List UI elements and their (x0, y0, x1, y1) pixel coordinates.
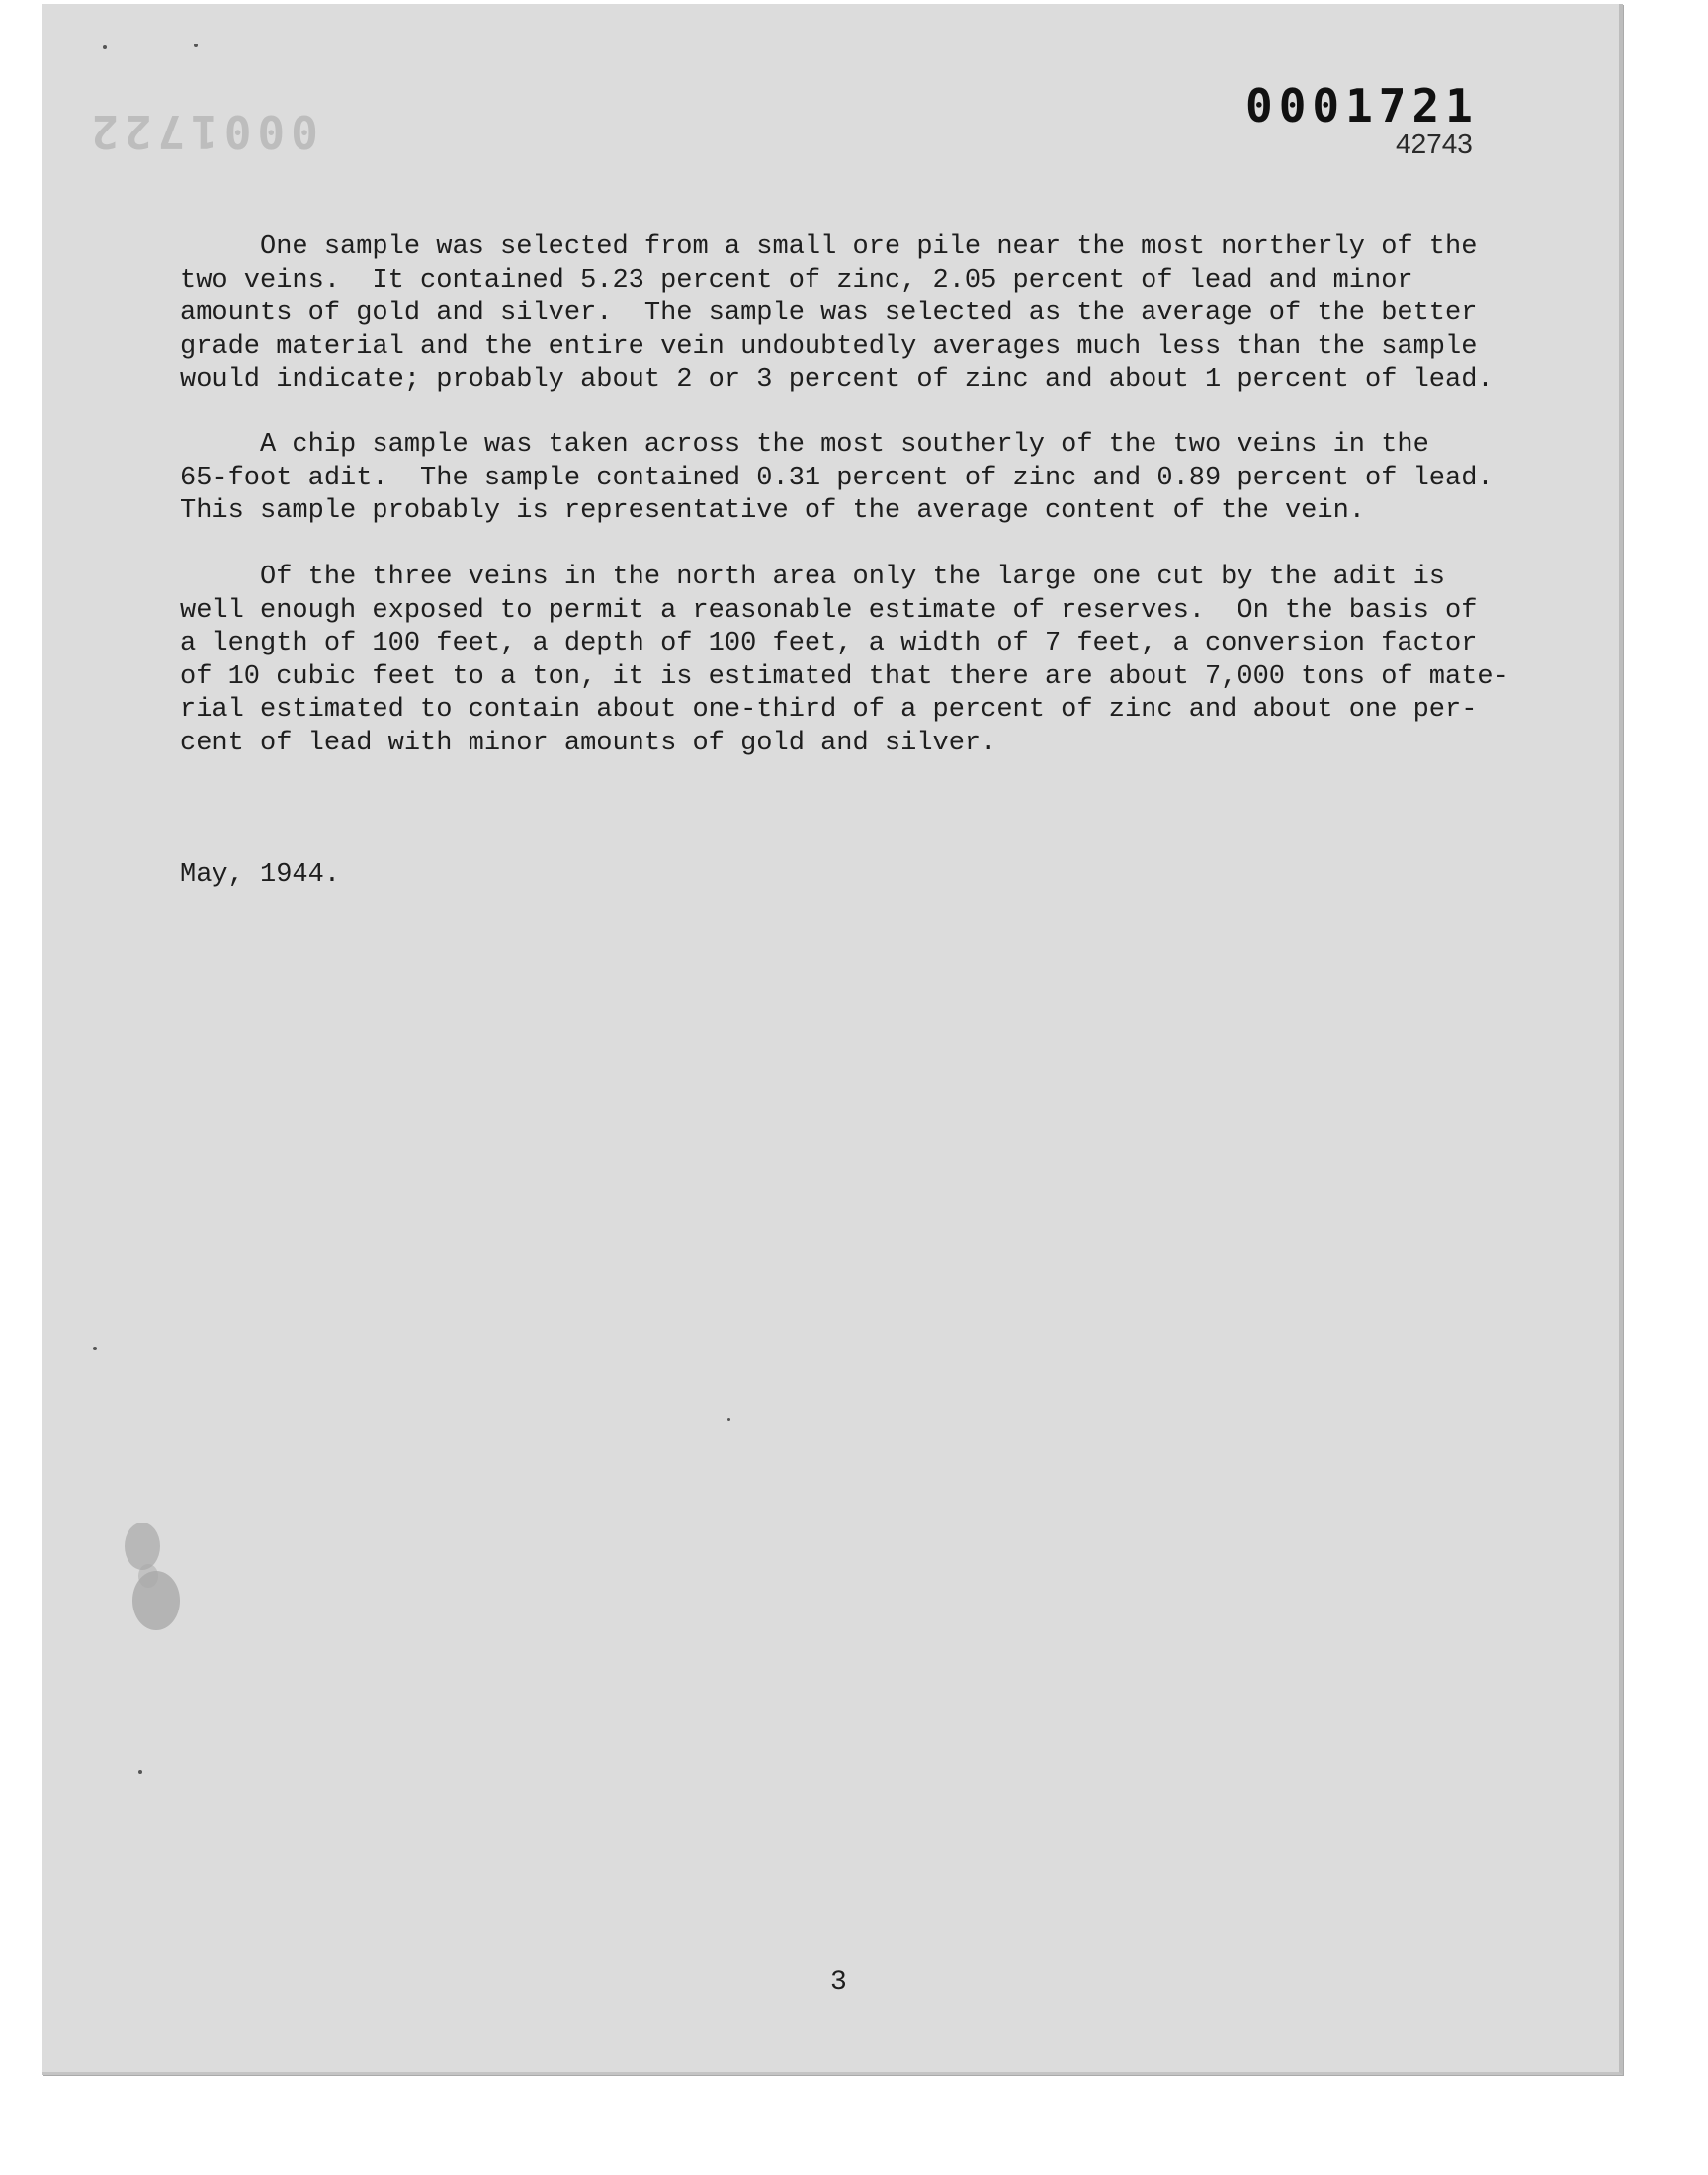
text-line: Of the three veins in the north area only the large one cut by the adit is (180, 563, 1446, 592)
dust-speck-icon (103, 45, 107, 49)
document-date: May, 1944. (180, 860, 341, 890)
ink-smudge-icon (101, 1507, 210, 1655)
dust-speck-icon (194, 44, 198, 47)
scan-margin (0, 2084, 1708, 2175)
document-subnumber: 42743 (1396, 129, 1473, 159)
paragraph-ore-pile-sample (180, 231, 1544, 397)
text-line: This sample probably is representative of the average content of the vein. (180, 496, 1365, 526)
text-line: would indicate; probably about 2 or 3 percent of zinc and about 1 percent of lead. (180, 365, 1494, 394)
text-line: rial estimated to contain about one-third of a percent of zinc and about one per- (180, 695, 1478, 725)
dust-speck-icon (138, 1770, 142, 1774)
page-number: 3 (830, 1967, 847, 1998)
bleed-through-stamp: 0001722 (85, 105, 318, 158)
text-line: two veins. It contained 5.23 percent of zinc, 2.05 percent of lead and minor (180, 265, 1413, 296)
text-line: grade material and the entire vein undoubtedly averages much less than the sample (180, 331, 1478, 362)
dust-speck-icon (93, 1347, 97, 1350)
text-line: a length of 100 feet, a depth of 100 feet, a width of 7 feet, a conversion factor (180, 629, 1478, 658)
text-line: 65-foot adit. The sample contained 0.31 percent of zinc and 0.89 percent of lead. (180, 463, 1494, 493)
paragraph-reserves-estimate (180, 562, 1544, 760)
text-line: of 10 cubic feet to a ton, it is estimated that there are about 7,000 tons of mate- (180, 661, 1509, 692)
text-line: One sample was selected from a small ore pile near the most northerly of the (180, 232, 1478, 262)
paragraph-chip-sample (180, 429, 1544, 529)
text-line: A chip sample was taken across the most southerly of the two veins in the (180, 430, 1429, 460)
document-number-stamp: 0001721 (1245, 79, 1479, 132)
text-line: well enough exposed to permit a reasonable estimate of reserves. On the basis of (180, 595, 1478, 626)
dust-speck-icon (727, 1418, 730, 1421)
text-line: amounts of gold and silver. The sample was selected as the average of the better (180, 299, 1478, 328)
text-line: cent of lead with minor amounts of gold and silver. (180, 728, 997, 758)
